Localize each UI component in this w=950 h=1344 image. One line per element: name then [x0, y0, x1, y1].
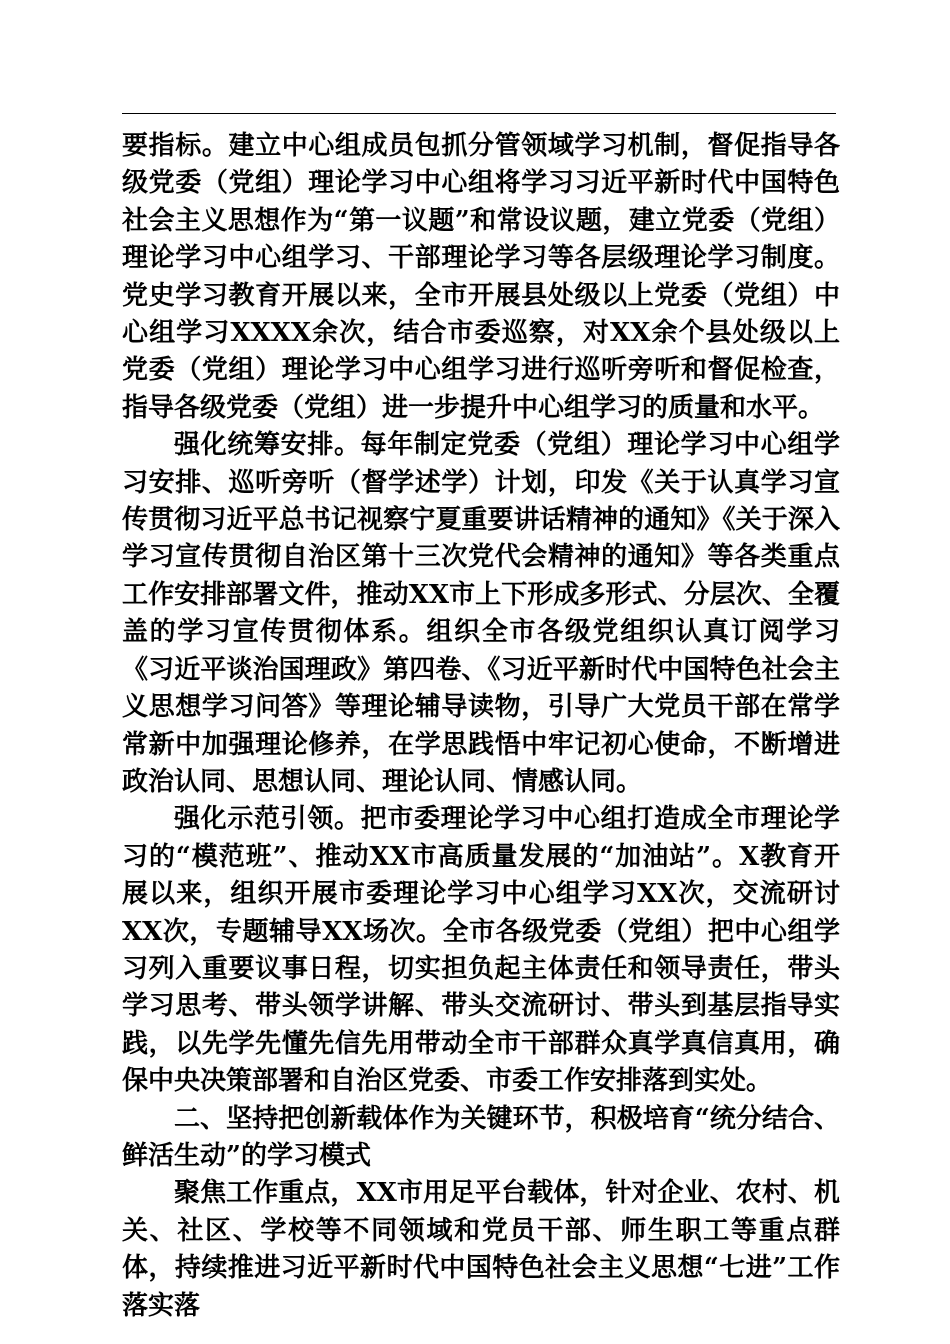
paragraph-2: 强化统筹安排。每年制定党委（党组）理论学习中心组学习安排、巡听旁听（督学述学）计划，印发《关于认真学习宣传贯彻习近平总书记视察宁夏重要讲话精神的通知》《关于深入学习宣传贯彻自治区第十三次党代会精神的通知》等各类重点工作安排部署文件，推动XX市上下形成多形式、分层次、全覆盖的学习宣传贯彻体系。组织全市各级党组织认真订阅学习《习近平谈治国理政》第四卷、《习近平新时代中国特色社会主义思想学习问答》等理论辅导读物，引导广大党员干部在常学常新中加强理论修养，在学思践悟中牢记初心使命，不断增进政治认同、思想认同、理论认同、情感认同。	[122, 430, 840, 797]
document-body	[122, 128, 840, 1325]
paragraph-3: 强化示范引领。把市委理论学习中心组打造成全市理论学习的“模范班”、推动XX市高质量发展的“加油站”。X教育开展以来，组织开展市委理论学习中心组学习XX次，交流研讨XX次，专题辅导XX场次。全市各级党委（党组）把中心组学习列入重要议事日程，切实担负起主体责任和领导责任，带头学习思考、带头领学讲解、带头交流研讨、带头到基层指导实践，以先学先懂先信先用带动全市干部群众真学真信真用，确保中央决策部署和自治区党委、市委工作安排落到实处。	[122, 804, 840, 1097]
paragraph-1: 要指标。建立中心组成员包抓分管领域学习机制，督促指导各级党委（党组）理论学习中心组将学习习近平新时代中国特色社会主义思想作为“第一议题”和常设议题，建立党委（党组）理论学习中心组学习、干部理论学习等各层级理论学习制度。党史学习教育开展以来，全市开展县处级以上党委（党组）中心组学习XXXX余次，结合市委巡察，对XX余个县处级以上党委（党组）理论学习中心组学习进行巡听旁听和督促检查，指导各级党委（党组）进一步提升中心组学习的质量和水平。	[122, 131, 840, 423]
section-heading: 二、坚持把创新载体作为关键环节，积极培育“统分结合、鲜活生动”的学习模式	[122, 1103, 840, 1171]
paragraph-4: 聚焦工作重点，XX市用足平台载体，针对企业、农村、机关、社区、学校等不同领域和党员干部、师生职工等重点群体，持续推进习近平新时代中国特色社会主义思想“七进”工作落实落	[122, 1178, 840, 1321]
header-rule	[122, 113, 836, 114]
